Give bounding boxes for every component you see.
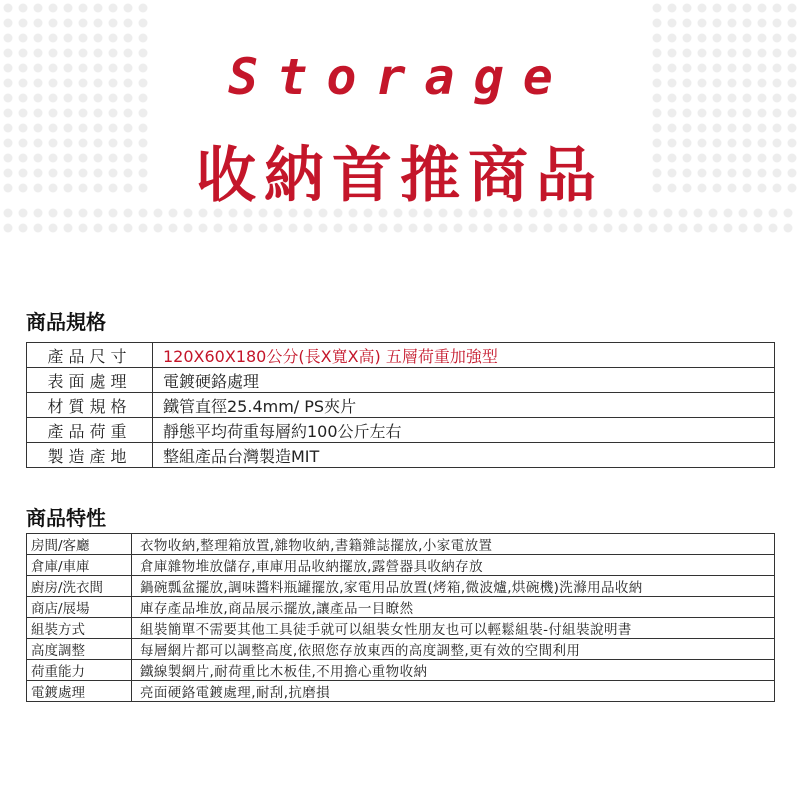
- feature-row: [27, 534, 775, 555]
- spec-row-label: 材質規格: [27, 393, 153, 418]
- spec-row-value: 鐵管直徑25.4mm/ PS夾片: [153, 393, 775, 418]
- spec-row-value: 120X60X180公分(長X寬X高) 五層荷重加強型: [153, 343, 775, 368]
- feature-row-value: 衣物收納,整理箱放置,雜物收納,書籍雜誌擺放,小家電放置: [132, 534, 775, 555]
- feature-row: [27, 681, 775, 702]
- feature-row-label: 倉庫/車庫: [27, 555, 132, 576]
- feature-row-value: 庫存產品堆放,商品展示擺放,讓產品一目瞭然: [132, 597, 775, 618]
- spec-row: [27, 418, 775, 443]
- feature-row-label: 組裝方式: [27, 618, 132, 639]
- feature-row-label: 廚房/洗衣間: [27, 576, 132, 597]
- spec-row: [27, 443, 775, 468]
- feature-row: [27, 597, 775, 618]
- spec-row-value: 靜態平均荷重每層約100公斤左右: [153, 418, 775, 443]
- header-banner: [0, 0, 800, 260]
- headline: 收納首推商品: [196, 141, 604, 211]
- spec-row-value: 電鍍硬鉻處理: [153, 368, 775, 393]
- feature-row: [27, 660, 775, 681]
- feature-table: [26, 533, 775, 702]
- feature-row-value: 亮面硬鉻電鍍處理,耐刮,抗磨損: [132, 681, 775, 702]
- feature-row-value: 組裝簡單不需要其他工具徒手就可以組裝女性朋友也可以輕鬆組裝-付組裝說明書: [132, 618, 775, 639]
- feature-row-label: 房間/客廳: [27, 534, 132, 555]
- feature-row-value: 鐵線製網片,耐荷重比木板佳,不用擔心重物收納: [132, 660, 775, 681]
- spec-row-label: 產品尺寸: [27, 343, 153, 368]
- feature-row: [27, 576, 775, 597]
- spec-table: [26, 342, 775, 468]
- spec-section-title: 商品規格: [26, 310, 106, 334]
- feature-row: [27, 555, 775, 576]
- feature-row-value: 每層網片都可以調整高度,依照您存放東西的高度調整,更有效的空間利用: [132, 639, 775, 660]
- spec-row-value: 整組產品台灣製造MIT: [153, 443, 775, 468]
- feature-row-label: 商店/展場: [27, 597, 132, 618]
- brand-title: Storage: [228, 48, 572, 106]
- spec-row: [27, 393, 775, 418]
- spec-row: [27, 368, 775, 393]
- feature-section-title: 商品特性: [26, 506, 106, 530]
- feature-row-label: 電鍍處理: [27, 681, 132, 702]
- feature-row-value: 鍋碗瓢盆擺放,調味醬料瓶罐擺放,家電用品放置(烤箱,微波爐,烘碗機)洗滌用品收納: [132, 576, 775, 597]
- feature-row-label: 高度調整: [27, 639, 132, 660]
- spec-row-label: 產品荷重: [27, 418, 153, 443]
- feature-row: [27, 639, 775, 660]
- spec-row-label: 表面處理: [27, 368, 153, 393]
- feature-row: [27, 618, 775, 639]
- feature-row-value: 倉庫雜物堆放儲存,車庫用品收納擺放,露營器具收納存放: [132, 555, 775, 576]
- feature-row-label: 荷重能力: [27, 660, 132, 681]
- spec-row-label: 製造產地: [27, 443, 153, 468]
- spec-row: [27, 343, 775, 368]
